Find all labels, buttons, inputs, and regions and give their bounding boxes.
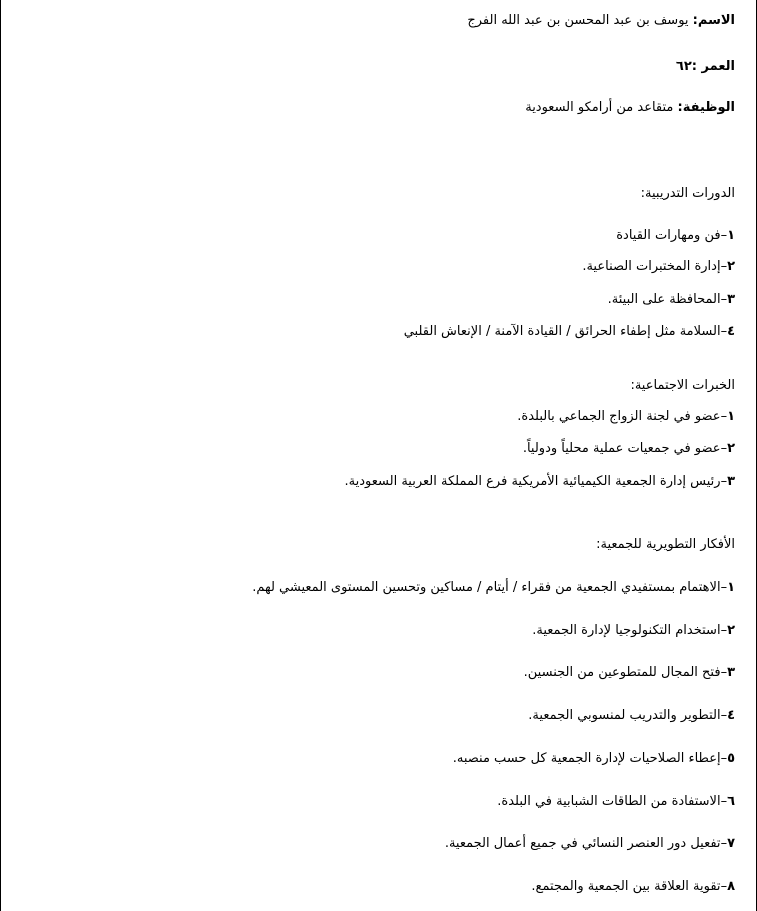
list-item bbox=[445, 836, 735, 852]
name-label: الاسم: bbox=[692, 13, 735, 28]
item-separator: – bbox=[720, 292, 728, 307]
item-separator: – bbox=[720, 751, 728, 766]
item-number: ٢ bbox=[727, 441, 735, 456]
item-separator: – bbox=[720, 794, 728, 809]
item-separator: – bbox=[720, 623, 728, 638]
item-separator: – bbox=[720, 474, 728, 489]
item-text: المحافظة على البيئة. bbox=[607, 292, 721, 307]
list-item bbox=[582, 259, 735, 275]
item-text: الاهتمام بمستفيدي الجمعية من فقراء / أيتام / مساكين وتحسين المستوى المعيشي لهم. bbox=[252, 580, 721, 595]
list-item bbox=[497, 794, 735, 810]
item-number: ١ bbox=[727, 409, 735, 424]
item-text: استخدام التكنولوجيا لإدارة الجمعية. bbox=[532, 623, 721, 638]
name-value: يوسف بن عبد المحسن بن عبد الله الفرج bbox=[467, 13, 689, 28]
item-text: رئيس إدارة الجمعية الكيميائية الأمريكية فرع المملكة العربية السعودية. bbox=[344, 474, 721, 489]
list-item bbox=[608, 292, 735, 308]
item-number: ٤ bbox=[727, 708, 735, 723]
item-separator: – bbox=[720, 708, 728, 723]
list-item bbox=[517, 409, 735, 425]
age-value: ٦٢ bbox=[675, 59, 692, 74]
item-text: عضو في لجنة الزواج الجماعي بالبلدة. bbox=[517, 409, 721, 424]
job-line bbox=[525, 100, 735, 116]
list-item bbox=[531, 879, 735, 895]
item-separator: – bbox=[720, 836, 728, 851]
social-heading: الخبرات الاجتماعية: bbox=[630, 378, 735, 393]
item-text: تقوية العلاقة بين الجمعية والمجتمع. bbox=[531, 879, 721, 894]
item-number: ١ bbox=[727, 228, 735, 243]
item-separator: – bbox=[720, 441, 728, 456]
item-separator: – bbox=[720, 324, 728, 339]
item-separator: – bbox=[720, 665, 728, 680]
item-separator: – bbox=[720, 580, 728, 595]
item-number: ٧ bbox=[727, 836, 735, 851]
item-number: ٦ bbox=[727, 794, 735, 809]
item-number: ٣ bbox=[727, 292, 735, 307]
item-text: تفعيل دور العنصر النسائي في جميع أعمال الجمعية. bbox=[444, 836, 721, 851]
item-separator: – bbox=[720, 409, 728, 424]
list-item bbox=[404, 324, 735, 340]
item-number: ٢ bbox=[727, 623, 735, 638]
list-item bbox=[616, 228, 735, 244]
job-label: الوظيفة: bbox=[677, 100, 735, 115]
age-label: العمر : bbox=[691, 59, 735, 74]
item-text: عضو في جمعيات عملية محلياً ودولياً. bbox=[522, 441, 721, 456]
list-item bbox=[345, 474, 735, 490]
item-text: الاستفادة من الطاقات الشبابية في البلدة. bbox=[497, 794, 721, 809]
item-number: ٣ bbox=[727, 665, 735, 680]
item-text: السلامة مثل إطفاء الحرائق / القيادة الآمنة / الإنعاش القلبي bbox=[403, 324, 721, 339]
item-separator: – bbox=[720, 879, 728, 894]
item-text: إدارة المختبرات الصناعية. bbox=[582, 259, 721, 274]
item-text: إعطاء الصلاحيات لإدارة الجمعية كل حسب منصبه. bbox=[452, 751, 721, 766]
item-text: فتح المجال للمتطوعين من الجنسين. bbox=[523, 665, 721, 680]
list-item bbox=[532, 623, 735, 639]
list-item bbox=[528, 708, 735, 724]
item-number: ١ bbox=[727, 580, 735, 595]
item-text: فن ومهارات القيادة bbox=[616, 228, 721, 243]
item-number: ٤ bbox=[727, 324, 735, 339]
list-item bbox=[523, 441, 735, 457]
name-line bbox=[467, 13, 735, 29]
job-value: متقاعد من أرامكو السعودية bbox=[525, 100, 674, 115]
list-item bbox=[524, 665, 735, 681]
item-number: ٥ bbox=[727, 751, 735, 766]
item-separator: – bbox=[720, 259, 728, 274]
item-number: ٣ bbox=[727, 474, 735, 489]
age-line bbox=[676, 59, 735, 75]
item-text: التطوير والتدريب لمنسوبي الجمعية. bbox=[528, 708, 721, 723]
list-item bbox=[252, 580, 735, 596]
list-item bbox=[453, 751, 735, 767]
item-separator: – bbox=[720, 228, 728, 243]
item-number: ٨ bbox=[727, 879, 735, 894]
ideas-heading: الأفكار التطويرية للجمعية: bbox=[596, 537, 735, 552]
item-number: ٢ bbox=[727, 259, 735, 274]
training-heading: الدورات التدريبية: bbox=[640, 186, 735, 201]
